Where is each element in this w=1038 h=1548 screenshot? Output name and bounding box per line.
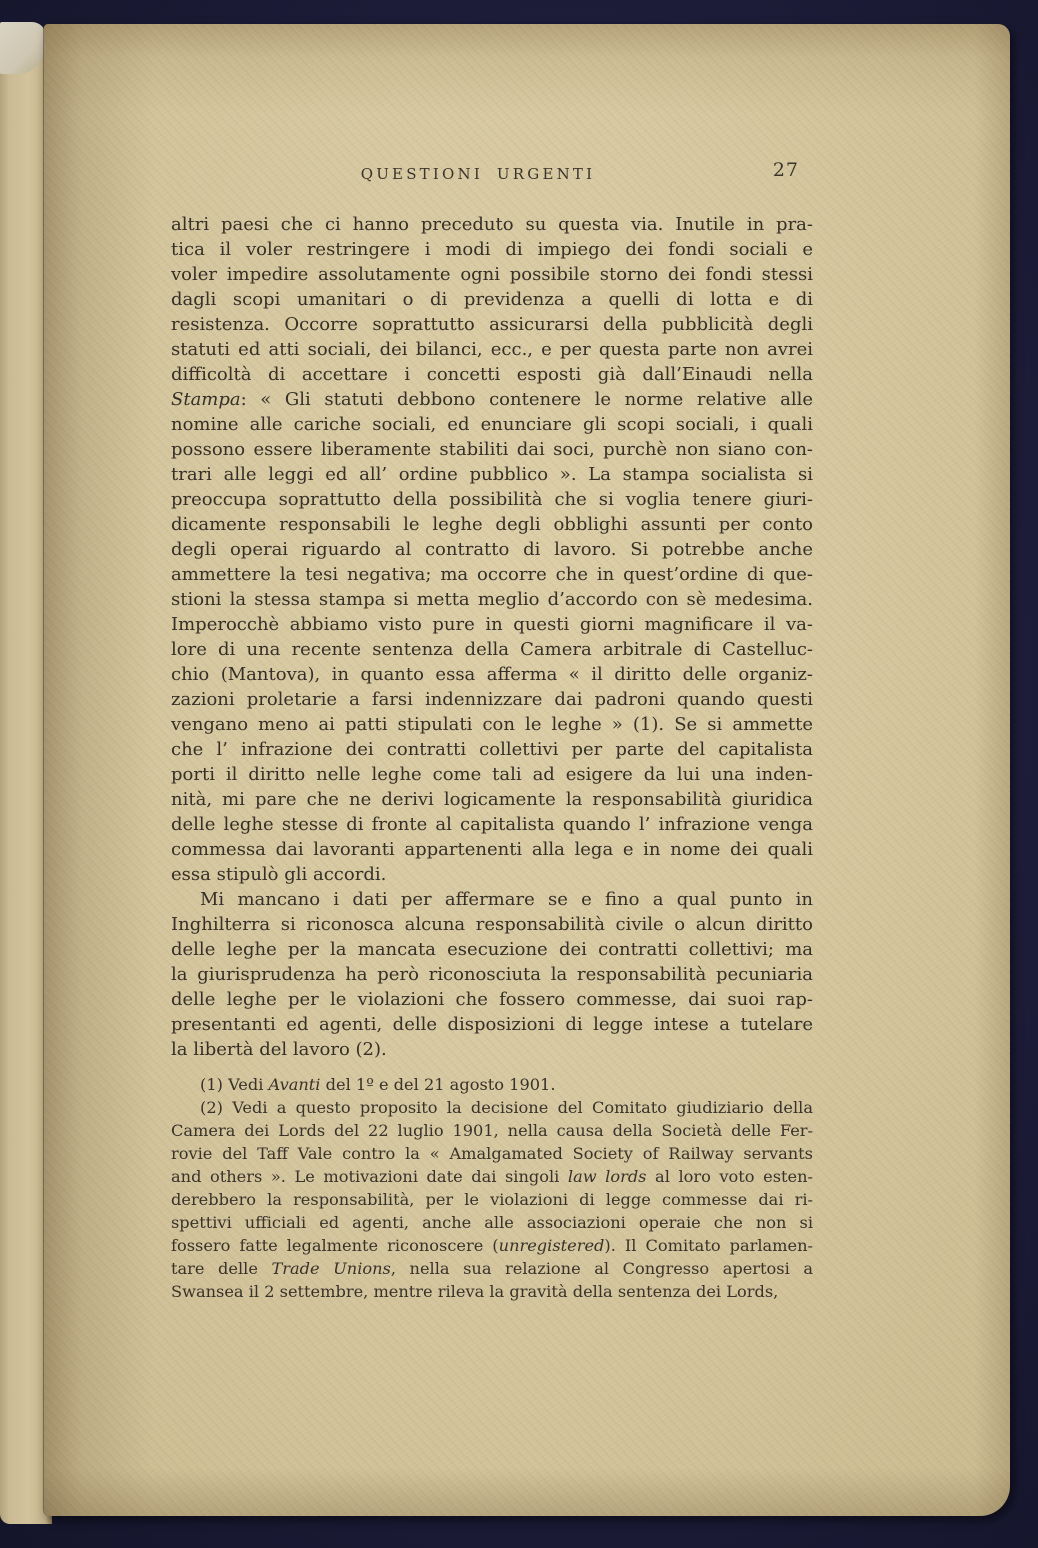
text-line: dagli scopi umanitari o di previdenza a quelli di lotta e di (171, 289, 813, 310)
text-line: Inghilterra si riconosca alcuna responsabilità civile o alcun diritto (171, 914, 813, 935)
text-line: stioni la stessa stampa si metta meglio d’accordo con sè medesima. (171, 589, 813, 610)
text-line: derebbero la responsabilità, per le violazioni di legge commesse dai ri- (171, 1190, 813, 1209)
text-line: tica il voler restringere i modi di impiego dei fondi sociali e (171, 239, 813, 260)
text-line: resistenza. Occorre soprattutto assicurarsi della pubblicità degli (171, 314, 813, 335)
text-line: zazioni proletarie a farsi indennizzare dai padroni quando questi (171, 689, 813, 710)
body-text (171, 212, 813, 1062)
text-line: essa stipulò gli accordi. (171, 864, 387, 885)
running-title: QUESTIONI URGENTI (360, 165, 596, 183)
text-line: statuti ed atti sociali, dei bilanci, ecc., e per questa parte non avrei (171, 339, 813, 360)
text-line: degli operai riguardo al contratto di lavoro. Si potrebbe anche (171, 539, 813, 560)
page-header (171, 159, 813, 185)
text-line: la giurisprudenza ha però riconosciuta la responsabilità pecuniaria (171, 964, 813, 985)
text-line: and others ». Le motivazioni date dai singoli law lords al loro voto esten- (171, 1167, 813, 1186)
text-line: vengano meno ai patti stipulati con le leghe » (1). Se si ammette (171, 714, 813, 735)
text-line: (2) Vedi a questo proposito la decisione del Comitato giudiziario della (200, 1098, 813, 1117)
text-line: ammettere la tesi negativa; ma occorre che in quest’ordine di que- (171, 564, 813, 585)
text-line: difficoltà di accettare i concetti esposti già dall’Einaudi nella (171, 364, 813, 385)
text-line: chio (Mantova), in quanto essa afferma « il diritto delle organiz- (171, 664, 813, 685)
text-line: dicamente responsabili le leghe degli obblighi assunti per conto (171, 514, 813, 535)
text-line: possono essere liberamente stabiliti dai soci, purchè non siano con- (171, 439, 813, 460)
text-line: delle leghe per la mancata esecuzione dei contratti collettivi; ma (171, 939, 813, 960)
text-line: trari alle leggi ed all’ ordine pubblico ». La stampa socialista si (171, 464, 813, 485)
text-line: porti il diritto nelle leghe come tali ad esigere da lui una inden- (171, 764, 813, 785)
book-page (44, 24, 1010, 1516)
text-line: commessa dai lavoranti appartenenti alla lega e in nome dei quali (171, 839, 813, 860)
text-line: fossero fatte legalmente riconoscere (unregistered). Il Comitato parlamen- (171, 1236, 813, 1255)
page-number: 27 (772, 159, 799, 181)
text-line: nomine alle cariche sociali, ed enunciare gli scopi sociali, i quali (171, 414, 813, 435)
text-line: nità, mi pare che ne derivi logicamente la responsabilità giuridica (171, 789, 813, 810)
page-content (171, 24, 813, 1303)
text-line: tare delle Trade Unions, nella sua relazione al Congresso apertosi a (171, 1259, 813, 1278)
text-line: Stampa: « Gli statuti debbono contenere le norme relative alle (171, 389, 813, 410)
text-line: rovie del Taff Vale contro la « Amalgamated Society of Railway servants (171, 1144, 813, 1163)
text-line: che l’ infrazione dei contratti collettivi per parte del capitalista (171, 739, 813, 760)
text-line: spettivi ufficiali ed agenti, anche alle associazioni operaie che non si (171, 1213, 813, 1232)
text-line: voler impedire assolutamente ogni possibile storno dei fondi stessi (171, 264, 813, 285)
text-line: Camera dei Lords del 22 luglio 1901, nella causa della Società delle Fer- (171, 1121, 813, 1140)
text-line: Imperocchè abbiamo visto pure in questi giorni magnificare il va- (171, 614, 813, 635)
text-line: altri paesi che ci hanno preceduto su questa via. Inutile in pra- (171, 214, 813, 235)
footnotes (171, 1073, 813, 1303)
text-line: la libertà del lavoro (2). (171, 1039, 387, 1060)
text-line: (1) Vedi Avanti del 1º e del 21 agosto 1901. (200, 1075, 556, 1094)
text-line: preoccupa soprattutto della possibilità che si voglia tenere giuri- (171, 489, 813, 510)
text-line: lore di una recente sentenza della Camera arbitrale di Castelluc- (171, 639, 813, 660)
text-line: Swansea il 2 settembre, mentre rileva la gravità della sentenza dei Lords, (171, 1282, 779, 1301)
text-line: Mi mancano i dati per affermare se e fino a qual punto in (200, 889, 813, 910)
text-line: delle leghe stesse di fronte al capitalista quando l’ infrazione venga (171, 814, 813, 835)
text-line: presentanti ed agenti, delle disposizioni di legge intese a tutelare (171, 1014, 813, 1035)
text-line: delle leghe per le violazioni che fossero commesse, dai suoi rap- (171, 989, 813, 1010)
